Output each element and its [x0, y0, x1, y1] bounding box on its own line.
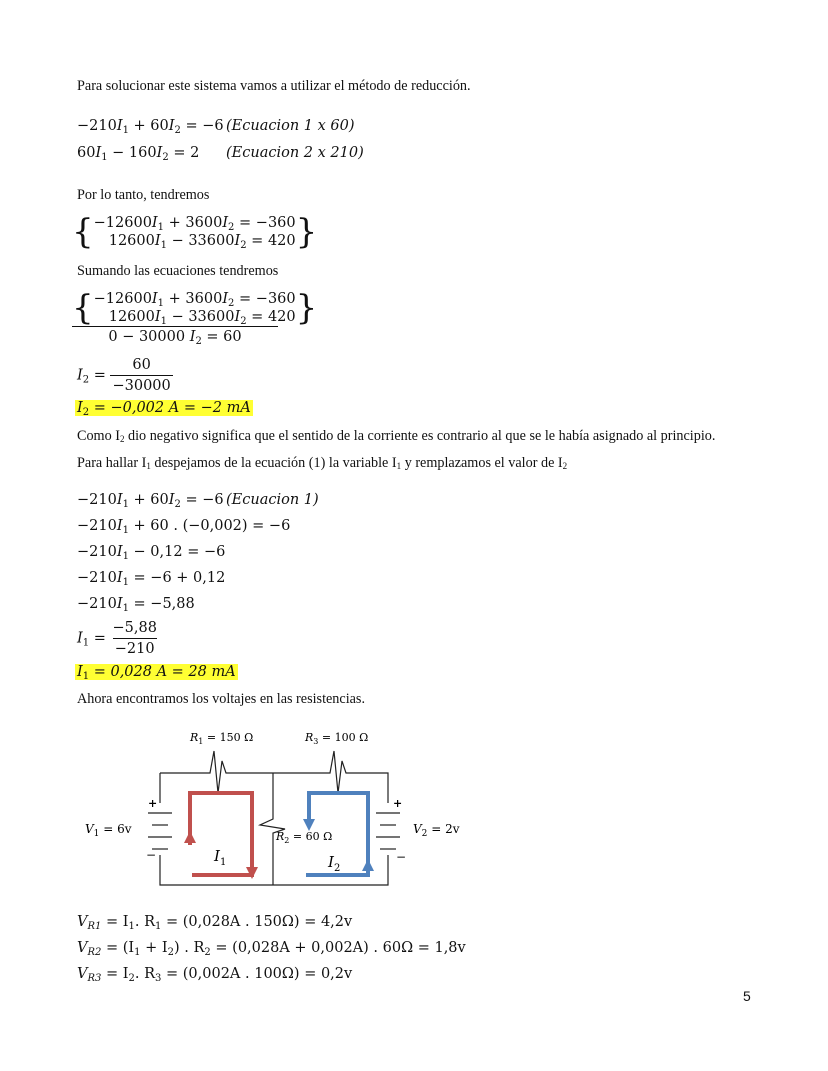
equation-1-note: (Ecuacion 1 x 60): [226, 118, 355, 134]
right-brace: }: [295, 212, 318, 252]
v1-minus-sign: −: [146, 848, 157, 862]
i1-loop-label: $I_1$: [214, 847, 227, 868]
equation-1: $-210I_1 + 60I_2 = -6$: [77, 118, 224, 136]
adding-text: Sumando las ecuaciones tendremos: [77, 263, 279, 279]
v1-plus-sign: +: [148, 797, 158, 810]
therefore-text: Por lo tanto, tendremos: [77, 187, 210, 203]
step-4: $-210I_1 = -6 + 0,12$: [77, 570, 226, 588]
v2-minus-sign: −: [396, 850, 407, 864]
i2-fraction: $I_2$ = $\frac{60}{-30000}$: [77, 357, 171, 394]
i2-loop-label: $I_2$: [328, 853, 341, 874]
system-2: [72, 214, 317, 250]
equation-2-note: (Ecuacion 2 x 210): [226, 145, 364, 161]
system-2-row-1: $-12600I_1 + 3600I_2 = -360$: [93, 215, 296, 233]
r2-label: $R_2 = 60$ Ω: [276, 830, 333, 845]
vr2-equation: $V_{R2} = (I_1 + I_2)$ . $R_2 = (0,028A + 0,002A)$ . 60Ω = 1,8v: [77, 940, 466, 958]
left-brace: {: [72, 212, 94, 252]
voltages-intro-text: Ahora encontramos los voltajes en las resistencias.: [77, 691, 366, 707]
middle-wire-r2: [260, 773, 285, 885]
right-brace: }: [295, 288, 318, 328]
system-2-row-2: $12600I_1 - 33600I_2 = 420$: [108, 233, 296, 251]
page-number: 5: [743, 988, 751, 1004]
i1-result: $I_1 = 0,028$ A = 28 mA: [77, 664, 236, 682]
step-5: $-210I_1 = -5,88$: [77, 596, 195, 614]
top-wire-left: [160, 751, 273, 793]
vr1-equation: $V_{R1} = I_1$. $R_1 = (0,028A$ . 150Ω) = 4,2v: [77, 914, 353, 932]
system-3-row-1: $-12600I_1 + 3600I_2 = -360$: [93, 291, 296, 309]
intro-text: Para solucionar este sistema vamos a utilizar el método de reducción.: [77, 78, 471, 94]
step-3: $-210I_1 - 0,12 = -6$: [77, 544, 226, 562]
r3-label: $R_3 = 100$ Ω: [305, 731, 369, 746]
step-1: $-210I_1 + 60I_2 = -6$: [77, 492, 224, 510]
step-2: $-210I_1 + 60$ . (−0,002) = −6: [77, 518, 291, 536]
v1-label: $V_1 = 6v$: [85, 822, 132, 839]
system-3: [72, 288, 318, 347]
system-3-row-2: $12600I_1 - 33600I_2 = 420$: [108, 309, 296, 327]
find-i1-text: Para hallar I1 despejamos de la ecuación (1) la variable I1 y remplazamos el valor de I2: [77, 455, 568, 471]
bottom-wire: [160, 855, 388, 885]
v2-label: $V_2 = 2v$: [413, 822, 460, 839]
v2-plus-sign: +: [393, 797, 403, 810]
equation-2: $60I_1 - 160I_2 = 2$: [77, 145, 200, 163]
i1-fraction: $I_1$ = $\frac{-5,88}{-210}$: [77, 620, 157, 657]
vr3-equation: $V_{R3} = I_2$. $R_3 = (0,002A$ . 100Ω) = 0,2v: [77, 966, 353, 984]
i2-negative-text: Como I2 dio negativo significa que el sentido de la corriente es contrario al que se le había asignado al principio.: [77, 428, 716, 444]
step-1-note: (Ecuacion 1): [226, 492, 319, 508]
circuit-diagram: [80, 725, 480, 900]
top-wire-right: [273, 751, 388, 803]
left-brace: {: [72, 288, 94, 328]
i2-result: $I_2 = -0,002$ A = −2 mA: [77, 400, 251, 418]
r1-label: $R_1 = 150$ Ω: [190, 731, 254, 746]
system-3-sum: 0 − 30000 $I_2 = 60$: [108, 329, 242, 347]
